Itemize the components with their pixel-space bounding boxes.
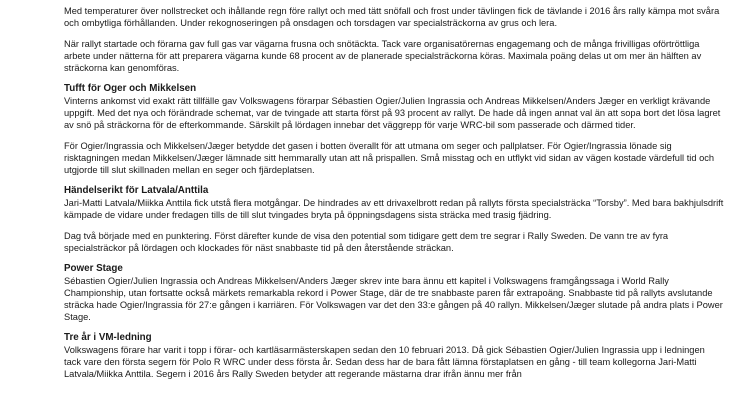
section-paragraph: För Ogier/Ingrassia och Mikkelsen/Jæger betydde det gasen i botten överallt för att utmana om seger och pallplatser. För Ogier/Ingrassia lönade sig risktagningen medan Mikkelsen/Jæger lämnade sitt hemmarally utan att nå prispallen. Små misstag och en utflykt vid sidan av vägen kostade värdefull tid och utgjorde till slut skillnaden mellan en seger och fjärdeplatsen.: [64, 141, 715, 175]
section-paragraph: Dag två började med en punktering. Först därefter kunde de visa den potential som tidigare gett dem tre segrar i Rally Sweden. De vann tre av fyra specialsträckor på lördagen och klockades för näst snabbaste tid på den återstående sträckan.: [64, 231, 669, 253]
section-paragraph: Vinterns ankomst vid exakt rätt tillfälle gav Volkswagens förarpar Sébastien Ogier/Julien Ingrassia och Andreas Mikkelsen/Anders Jæger en verkligt krävande uppgift. Med det nya och förändrade schemat, var de tvingade att starta först på 93 procent av rallyt. De hade då ingen annat val än att sopa bort det lösa lagret av snö på sträckorna för de efterkommande. Särskilt på lördagen innebar det väggrepp för varje WRC-bil som passerade och därmed tider.: [64, 96, 721, 130]
section-heading: Tufft för Oger och Mikkelsen: [64, 83, 197, 94]
intro-paragraph: Med temperaturer över nollstrecket och ihållande regn före rallyt och med tätt snöfall och frost under tävlingen fick de tävlande i 2016 års rally kämpa mot svåra och ombytliga förhållanden. Under rekognoseringen på onsdagen och torsdagen var specialsträckorna av grus och lera.: [64, 6, 720, 28]
section-heading: Händelserikt för Latvala/Anttila: [64, 185, 209, 196]
section-latvala: [64, 185, 724, 254]
article: [64, 5, 724, 389]
section-vm-ledning: [64, 332, 724, 380]
section-paragraph: Jari-Matti Latvala/Miikka Anttila fick utstå flera motgångar. De hindrades av ett drivaxelbrott redan på rallyts första specialsträcka “Torsby”. Med bara bakhjulsdrift kämpade de vidare under fredagen tills de till slut tvingades bryta på öppningsdagens sista sträcka med trasig fjädring.: [64, 198, 724, 220]
section-power-stage: [64, 263, 724, 323]
section-paragraph: Sébastien Ogier/Julien Ingrassia och Andreas Mikkelsen/Anders Jæger skrev inte bara ännu ett kapitel i Volkswagens framgångssaga i World Rally Championship, utan fortsatte också märkets remarkabla rekord i Power Stage, där de tre snabbaste paren får extrapoäng. Snabbaste tid på rallyts avslutande sträcka hade Ogier/Ingrassia för 27:e gången i karriären. För Volkswagen var det den 33:e gången på 40 rallyn. Mikkelsen/Jæger slutade på andra plats i Power Stage.: [64, 276, 723, 322]
section-tufft: [64, 83, 724, 176]
section-heading: Power Stage: [64, 263, 123, 274]
intro-paragraph: När rallyt startade och förarna gav full gas var vägarna frusna och snötäckta. Tack vare organisatörernas engagemang och de många frivilligas oförtröttliga arbete under nätterna för att preparera vägarna kunde 68 procent av de planerade specialsträckorna köras. Maximala poäng delas ut om mer än hälften av sträckorna kan genomföras.: [64, 39, 702, 73]
section-heading: Tre år i VM-ledning: [64, 332, 152, 343]
section-paragraph: Volkswagens förare har varit i topp i förar- och kartläsarmästerskapen sedan den 10 februari 2013. Då gick Sébastien Ogier/Julien Ingrassia upp i ledningen tack vare den första segern för Polo R WRC under dess första år. Sedan dess har de bara fått lämna förstaplatsen en gång - till team kollegorna Jari-Matti Latvala/Miikka Anttila. Segern i 2016 års Rally Sweden betyder att regerande mästarna drar ifrån ännu mer från: [64, 345, 705, 379]
